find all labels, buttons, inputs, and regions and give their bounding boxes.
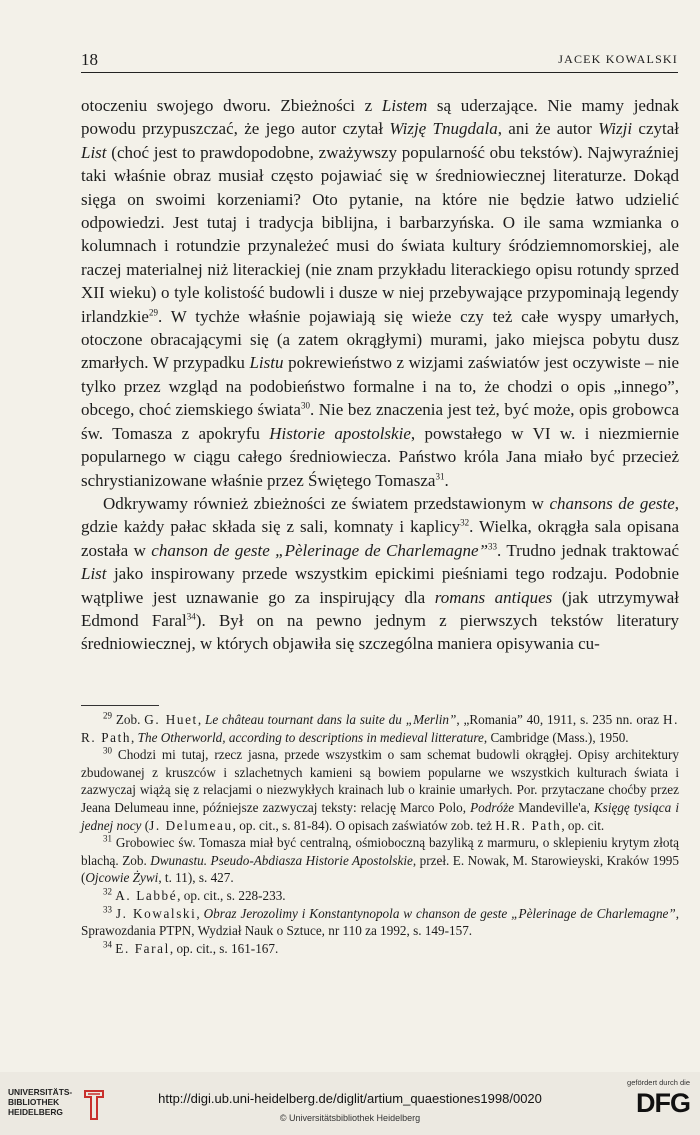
italic-text: Listu bbox=[249, 353, 284, 373]
author-name: G. Huet bbox=[144, 712, 198, 727]
italic-text: Wizji bbox=[598, 119, 633, 139]
footnote-number: 31 bbox=[103, 833, 112, 844]
text-run: Chodzi mi tutaj, rzecz jasna, przede wszystkim o sam schemat budowli okrągłej. Opisy architektury zbudowanej z kruszców i szlachetnych kamieni są bowiem popularne we wszystkich kulturach świata i zazwyczaj wiążą się z relacjami o niezwykłych krainach lub o krainie umarłych. Por. przytaczane choćby przez Jeana Delumeau inne, późniejsze zazwyczaj teksty: relację Marco Polo, bbox=[81, 747, 680, 815]
footnote-reference[interactable]: 30 bbox=[300, 400, 310, 411]
italic-text: Wizję Tnugdala bbox=[389, 119, 498, 139]
italic-text: The Otherworld, according to descriptions in medieval litterature bbox=[137, 729, 484, 745]
footnote-number: 30 bbox=[103, 745, 112, 756]
text-run: , ani że autor bbox=[497, 119, 599, 139]
text-run: Odkrywamy również zbieżności ze światem przedstawionym w bbox=[103, 493, 550, 513]
text-run: . Nie bez znaczenia jest też, być może, opis grobowca św. Tomasza z apokryfu bbox=[81, 400, 679, 443]
italic-text: Ojcowie Żywi bbox=[85, 870, 159, 886]
footnote bbox=[81, 711, 679, 746]
text-run: , bbox=[197, 712, 205, 727]
text-run: Grobowiec św. Tomasza miał być centralną, ośmioboczną bazyliką z marmuru, o sklepieniu krytym złotą blachą. Zob. bbox=[81, 835, 680, 868]
footnote-number: 34 bbox=[103, 939, 112, 950]
italic-text: chanson de geste „Pèlerinage de Charlemagne” bbox=[151, 540, 489, 560]
text-run: są uderzające. Nie mamy jednak powodu przypuszczać, że jego autor czytał bbox=[81, 96, 680, 139]
italic-text: Podróże bbox=[470, 799, 515, 815]
text-run: . bbox=[444, 470, 449, 490]
page-header bbox=[81, 50, 678, 73]
author-name: E. Faral bbox=[115, 940, 170, 956]
text-run: , t. 11), s. 427. bbox=[158, 870, 234, 886]
permalink-url[interactable]: http://digi.ub.uni-heidelberg.de/diglit/artium_quaestiones1998/0020 bbox=[158, 1091, 542, 1106]
italic-text: Księgę tysiąca i jednej nocy bbox=[81, 799, 679, 833]
text-run: pokrewieństwo z wizjami zaświatów jest oczywiste – nie tylko przez wzgląd na podobieństwo formalne i na to, że chodzi o opis „innego”, obcego, choć ziemskiego świata bbox=[81, 353, 679, 420]
text-run: , op. cit. bbox=[561, 817, 605, 833]
footnote-separator bbox=[81, 705, 159, 706]
footnotes bbox=[81, 711, 679, 957]
viewer-footer bbox=[0, 1072, 700, 1135]
paragraph bbox=[81, 492, 679, 656]
copyright-notice: © Universitätsbibliothek Heidelberg bbox=[279, 1113, 421, 1123]
footnote bbox=[81, 887, 679, 905]
author-name: H.R. Path bbox=[495, 817, 562, 833]
main-text bbox=[81, 94, 679, 656]
text-run: Zob. bbox=[115, 712, 145, 727]
text-run: . Trudno jednak traktować bbox=[497, 540, 679, 560]
text-run: , op. cit., s. 161-167. bbox=[169, 940, 279, 956]
text-run: , bbox=[196, 905, 204, 921]
text-run: Mandeville'a, bbox=[514, 799, 594, 815]
text-run: (jak utrzymywał Edmond Faral bbox=[81, 587, 679, 630]
footnote-number: 29 bbox=[103, 710, 112, 721]
text-run: (choć jest to prawdopodobne, zważywszy popularność obu tekstów). Najwyraźniej taki właśnie obraz musiał często pojawiać się w średniowiecznej literaturze. Dokąd sięga on swoimi korzeniami? Oto pytanie, na które nie będzie łatwo udzielić odpowiedzi. Jest tutaj i tradycja biblijna, i barbarzyńska. O ile sama wzmianka o kolumnach i rotundzie przynależeć musi do świata kultury śródziemnomorskiej, ale raczej materialnej niż literackiej (nie znam przykładu literackiego opisu rotundy sprzed XII wieku) o tyle kolistość budowli i dusze w niej przebywające przypominają legendy irlandzkie bbox=[81, 142, 679, 326]
footnote-reference[interactable]: 33 bbox=[488, 541, 498, 552]
footnote-reference[interactable]: 34 bbox=[186, 611, 196, 622]
author-name: H. R. Path bbox=[81, 712, 680, 745]
dfg-funding-logo[interactable] bbox=[610, 1078, 690, 1128]
page-number: 18 bbox=[81, 50, 98, 69]
text-run: jako inspirowany przede wszystkim epickimi pieśniami tego rodzaju. Podobnie wątpliwe jest uznawanie go za inspirujący dla bbox=[81, 564, 679, 607]
text-run: ( bbox=[141, 817, 150, 833]
library-logo-text: UNIVERSITÄTS- BIBLIOTHEK HEIDELBERG bbox=[8, 1087, 73, 1117]
footnote bbox=[81, 905, 679, 940]
footnote-number: 33 bbox=[103, 904, 112, 915]
text-run: . Wielka, okrągła sala opisana została w bbox=[81, 517, 680, 560]
footnote-reference[interactable]: 32 bbox=[460, 517, 470, 528]
text-run: , powstałego w VI w. i niezmiernie popularnego w ciągu całego średniowiecza. Państwo króla Jana miało być przecież schrystianizowane właśnie przez Świętego Tomasza bbox=[81, 423, 680, 490]
text-run: , Cambridge (Mass.), 1950. bbox=[483, 729, 629, 745]
italic-text: List bbox=[81, 564, 107, 584]
footnote-reference[interactable]: 29 bbox=[148, 307, 158, 317]
paragraph bbox=[81, 94, 679, 492]
text-run: , przeł. E. Nowak, M. Starowieyski, Kraków 1995 ( bbox=[81, 852, 679, 886]
text-run: . W tychże właśnie pojawiają się wieże czy też całe wyspy umarłych, otoczone obracającymi się (a zatem okrągłymi) murami, jako miejsca pobytu dusz zmarłych. W przypadku bbox=[81, 306, 679, 373]
italic-text: Dwunastu. Pseudo-Abdiasza Historie Apostolskie bbox=[150, 852, 413, 868]
dfg-logo-text: DFG bbox=[636, 1088, 690, 1118]
funding-label: gefördert durch die bbox=[627, 1078, 690, 1087]
italic-text: Historie apostolskie bbox=[269, 423, 411, 443]
italic-text: romans antiques bbox=[434, 587, 553, 607]
author-name: J. Delumeau bbox=[149, 817, 233, 833]
italic-text: Listem bbox=[381, 96, 428, 115]
author-name: J. Kowalski bbox=[115, 905, 197, 921]
text-run: , bbox=[131, 729, 138, 745]
footnote bbox=[81, 834, 679, 887]
running-head: JACEK KOWALSKI bbox=[558, 52, 678, 66]
italic-text: List bbox=[81, 142, 107, 162]
text-run: , op. cit., s. 228-233. bbox=[177, 887, 286, 903]
footnote bbox=[81, 940, 679, 958]
text-run: , „Romania” 40, 1911, s. 235 nn. oraz bbox=[456, 712, 663, 727]
footnote bbox=[81, 746, 679, 834]
text-run: ). Był on na pewno jednym z pierwszych tekstów literatury średniowiecznej, w których objawiła się szczególna maniera opisywania cu- bbox=[81, 610, 679, 654]
text-run: , Sprawozdania PTPN, Wydział Nauk o Sztuce, nr 110 za 1992, s. 149-157. bbox=[81, 905, 680, 939]
italic-text: Le château tournant dans la suite du „Merlin” bbox=[205, 712, 457, 727]
text-run: , gdzie każdy pałac składa się z sali, komnaty i kaplicy bbox=[81, 493, 679, 537]
text-run: otoczeniu swojego dworu. Zbieżności z bbox=[81, 96, 382, 115]
footnote-reference[interactable]: 31 bbox=[435, 470, 445, 481]
footnote-number: 32 bbox=[103, 886, 112, 897]
italic-text: Obraz Jerozolimy i Konstantynopola w chanson de geste „Pèlerinage de Charlemagne” bbox=[203, 905, 676, 921]
italic-text: chansons de geste bbox=[549, 493, 675, 513]
author-name: A. Labbé bbox=[115, 887, 178, 903]
text-run: czytał bbox=[632, 119, 679, 139]
text-run: , op. cit., s. 81-84). O opisach zaświatów zob. też bbox=[232, 817, 496, 833]
